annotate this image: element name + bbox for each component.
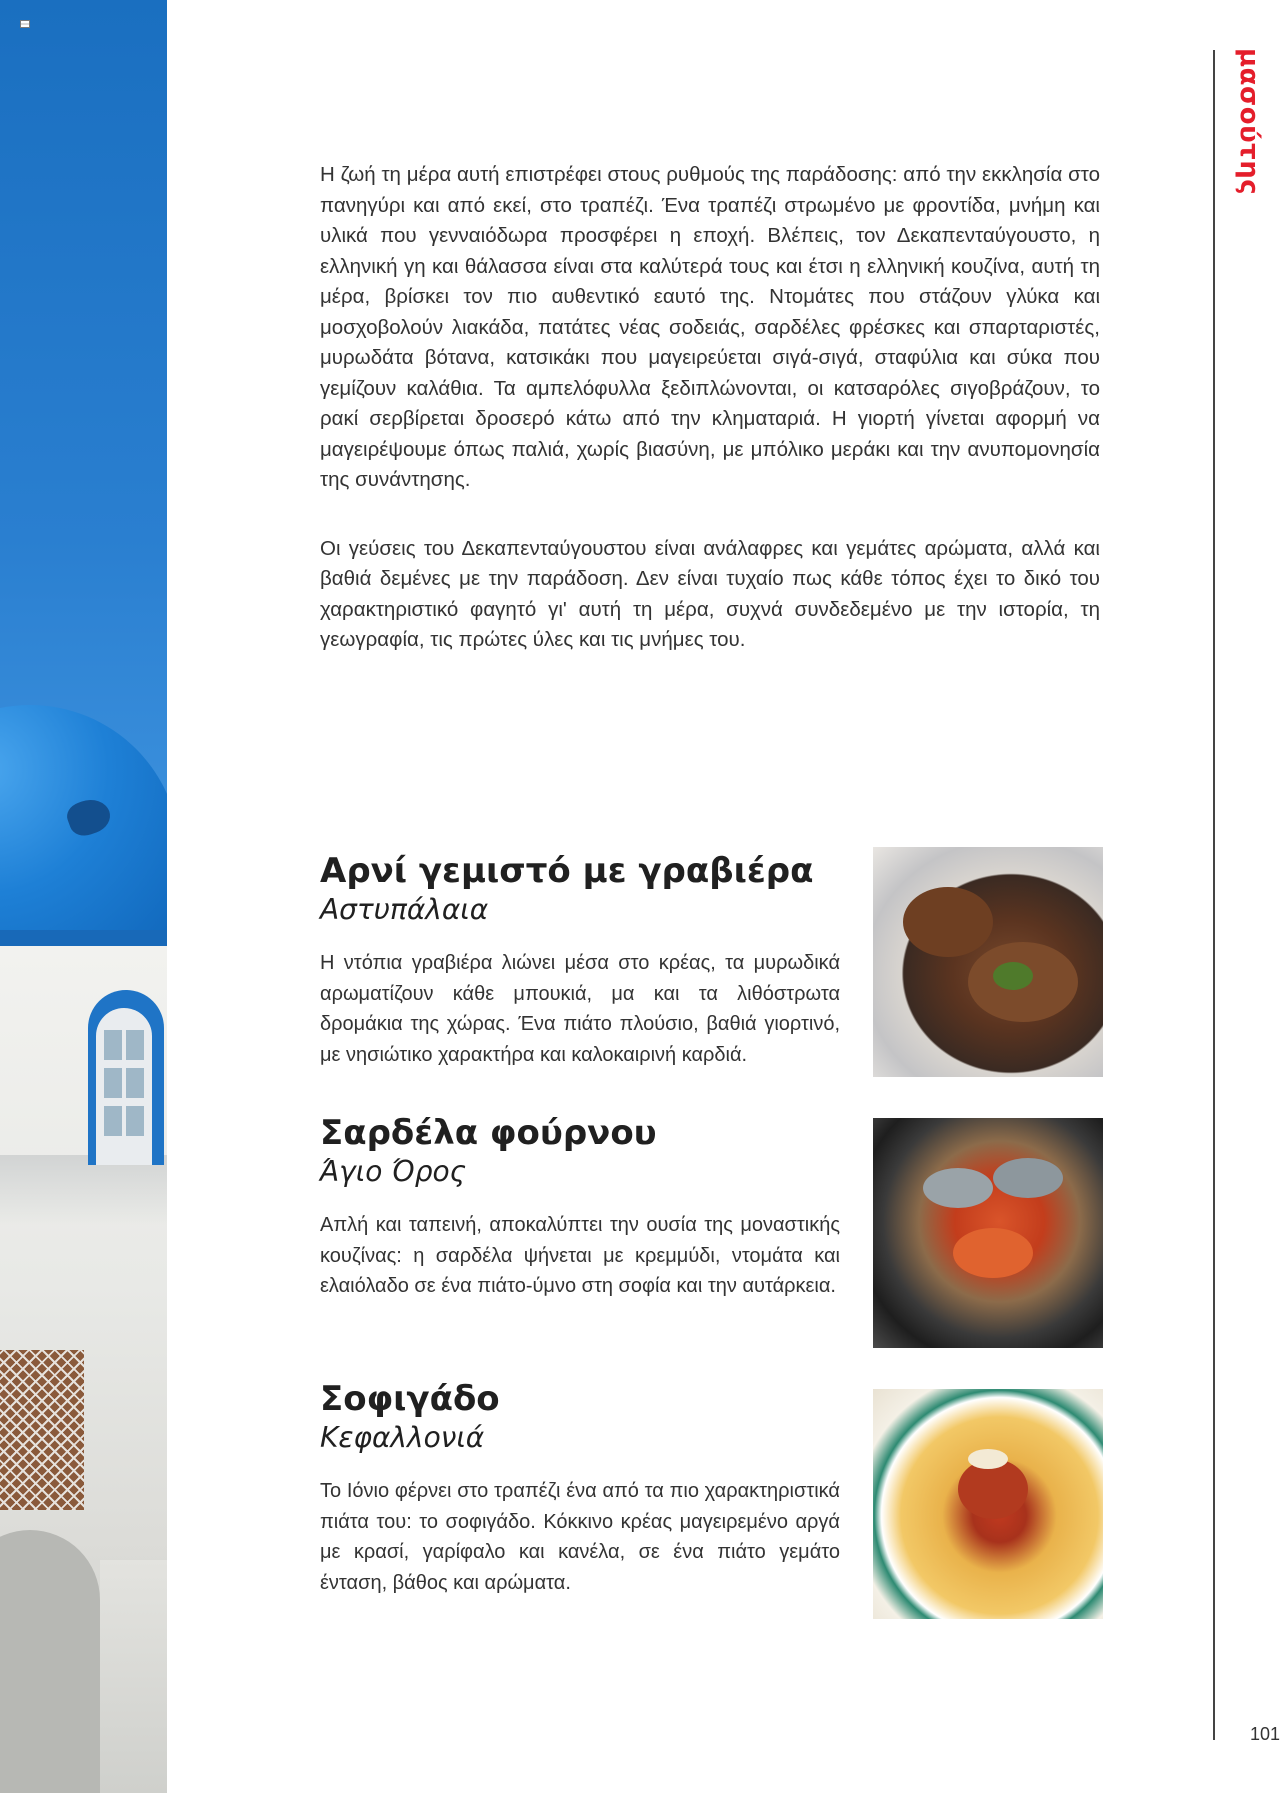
meat-slice [903, 887, 993, 957]
recipe-block [320, 850, 840, 1070]
recipe-title: Σοφιγάδο [320, 1379, 500, 1419]
stuffed-lamb-photo [873, 847, 1103, 1077]
baked-sardines-photo [873, 1118, 1103, 1348]
herb-filling [993, 962, 1033, 990]
stairs [100, 1560, 167, 1793]
recipe-title: Σαρδέλα φούρνου [320, 1113, 657, 1153]
recipe-region: Αστυπάλαια [320, 893, 489, 926]
dome-base-band [0, 930, 167, 946]
wooden-lattice [0, 1350, 84, 1510]
grated-cheese [968, 1449, 1008, 1469]
brand-divider-rule [1213, 50, 1215, 1740]
window-pane [104, 1106, 122, 1136]
recipe-description: Απλή και ταπεινή, αποκαλύπτει την ουσία της μοναστικής κουζίνας: η σαρδέλα ψήνεται με κρεμμύδι, ντομάτα και ελαιόλαδο σε ένα πιάτο-ύμνο στη σοφία και την αυτάρκεια. [320, 1214, 840, 1297]
sardine [923, 1168, 993, 1208]
sofigado-pasta-photo [873, 1389, 1103, 1619]
window-pane [126, 1068, 144, 1098]
masoutis-logo [1224, 48, 1272, 218]
santorini-church-photo [0, 0, 167, 1793]
wall-shadow [0, 1155, 167, 1225]
window-pane [126, 1106, 144, 1136]
recipe-region: Κεφαλλονιά [320, 1421, 485, 1454]
recipe-description: Η ντόπια γραβιέρα λιώνει μέσα στο κρέας, τα μυρωδικά αρωματίζουν κάθε μπουκιά, μα και τα λιθόστρωτα δρομάκια της χώρας. Ένα πιάτο πλούσιο, βαθιά γιορτινό, με νησιώτικο χαρακτήρα και καλοκαιρινή καρδιά. [320, 952, 840, 1066]
flag-icon [20, 20, 30, 28]
page-number: 101 [1250, 1724, 1280, 1744]
masoutis-logo-text: μασούτης [1234, 48, 1264, 196]
intro-paragraph-1: Η ζωή τη μέρα αυτή επιστρέφει στους ρυθμούς της παράδοσης: από την εκκλησία στο πανηγύρι και από εκεί, στο τραπέζι. Ένα τραπέζι στρωμένο με φροντίδα, μνήμη και υλικά που γενναιόδωρα προσφέρει η εποχή. Βλέπεις, τον Δεκαπενταύγουστο, η ελληνική γη και θάλασσα είναι στα καλύτερά τους και έτσι η ελληνική κουζίνα, αυτή τη μέρα, βρίσκει τον πιο αυθεντικό εαυτό της. Ντομάτες που στάζουν γλύκα και μοσχοβολούν λιακάδα, πατάτες νέας σοδειάς, σαρδέλες φρέσκες και σπαρταριστές, μυρωδάτα βότανα, κατσικάκι που μαγειρεύεται σιγά-σιγά, σταφύλια και σύκα που γεμίζουν καλάθια. Τα αμπελόφυλλα ξεδιπλώνονται, οι κατσαρόλες σιγοβράζουν, το ρακί σερβίρεται δροσερό κάτω από την κληματαριά. Η γιορτή γίνεται αφορμή να μαγειρέψουμε όπως παλιά, χωρίς βιασύνη, με μπόλικο μεράκι και την ανυπομονησία της συνάντησης. [320, 163, 1100, 491]
sardine [993, 1158, 1063, 1198]
recipe-block [320, 1378, 840, 1598]
tomato-sauce [953, 1228, 1033, 1278]
recipe-region: Άγιο Όρος [320, 1155, 467, 1188]
intro-text [320, 160, 1100, 694]
window-pane [104, 1068, 122, 1098]
recipe-description: Το Ιόνιο φέρνει στο τραπέζι ένα από τα πιο χαρακτηριστικά πιάτα του: το σοφιγάδο. Κόκκινο κρέας μαγειρεμένο αργά με κρασί, γαρίφαλο και κανέλα, σε ένα πιάτο γεμάτο ένταση, βάθος και αρώματα. [320, 1480, 840, 1594]
intro-paragraph-2: Οι γεύσεις του Δεκαπενταύγουστου είναι ανάλαφρες και γεμάτες αρώματα, αλλά και βαθιά δεμένες με την παράδοση. Δεν είναι τυχαίο πως κάθε τόπος έχει το δικό του χαρακτηριστικό φαγητό γι' αυτή τη μέρα, συχνά συνδεδεμένο με την ιστορία, τη γεωγραφία, τις πρώτες ύλες και τις μνήμες του. [320, 536, 1100, 651]
recipe-block [320, 1112, 840, 1302]
window-pane [104, 1030, 122, 1060]
window-pane [126, 1030, 144, 1060]
recipe-title: Αρνί γεμιστό με γραβιέρα [320, 851, 814, 891]
stone-arch [0, 1530, 100, 1793]
